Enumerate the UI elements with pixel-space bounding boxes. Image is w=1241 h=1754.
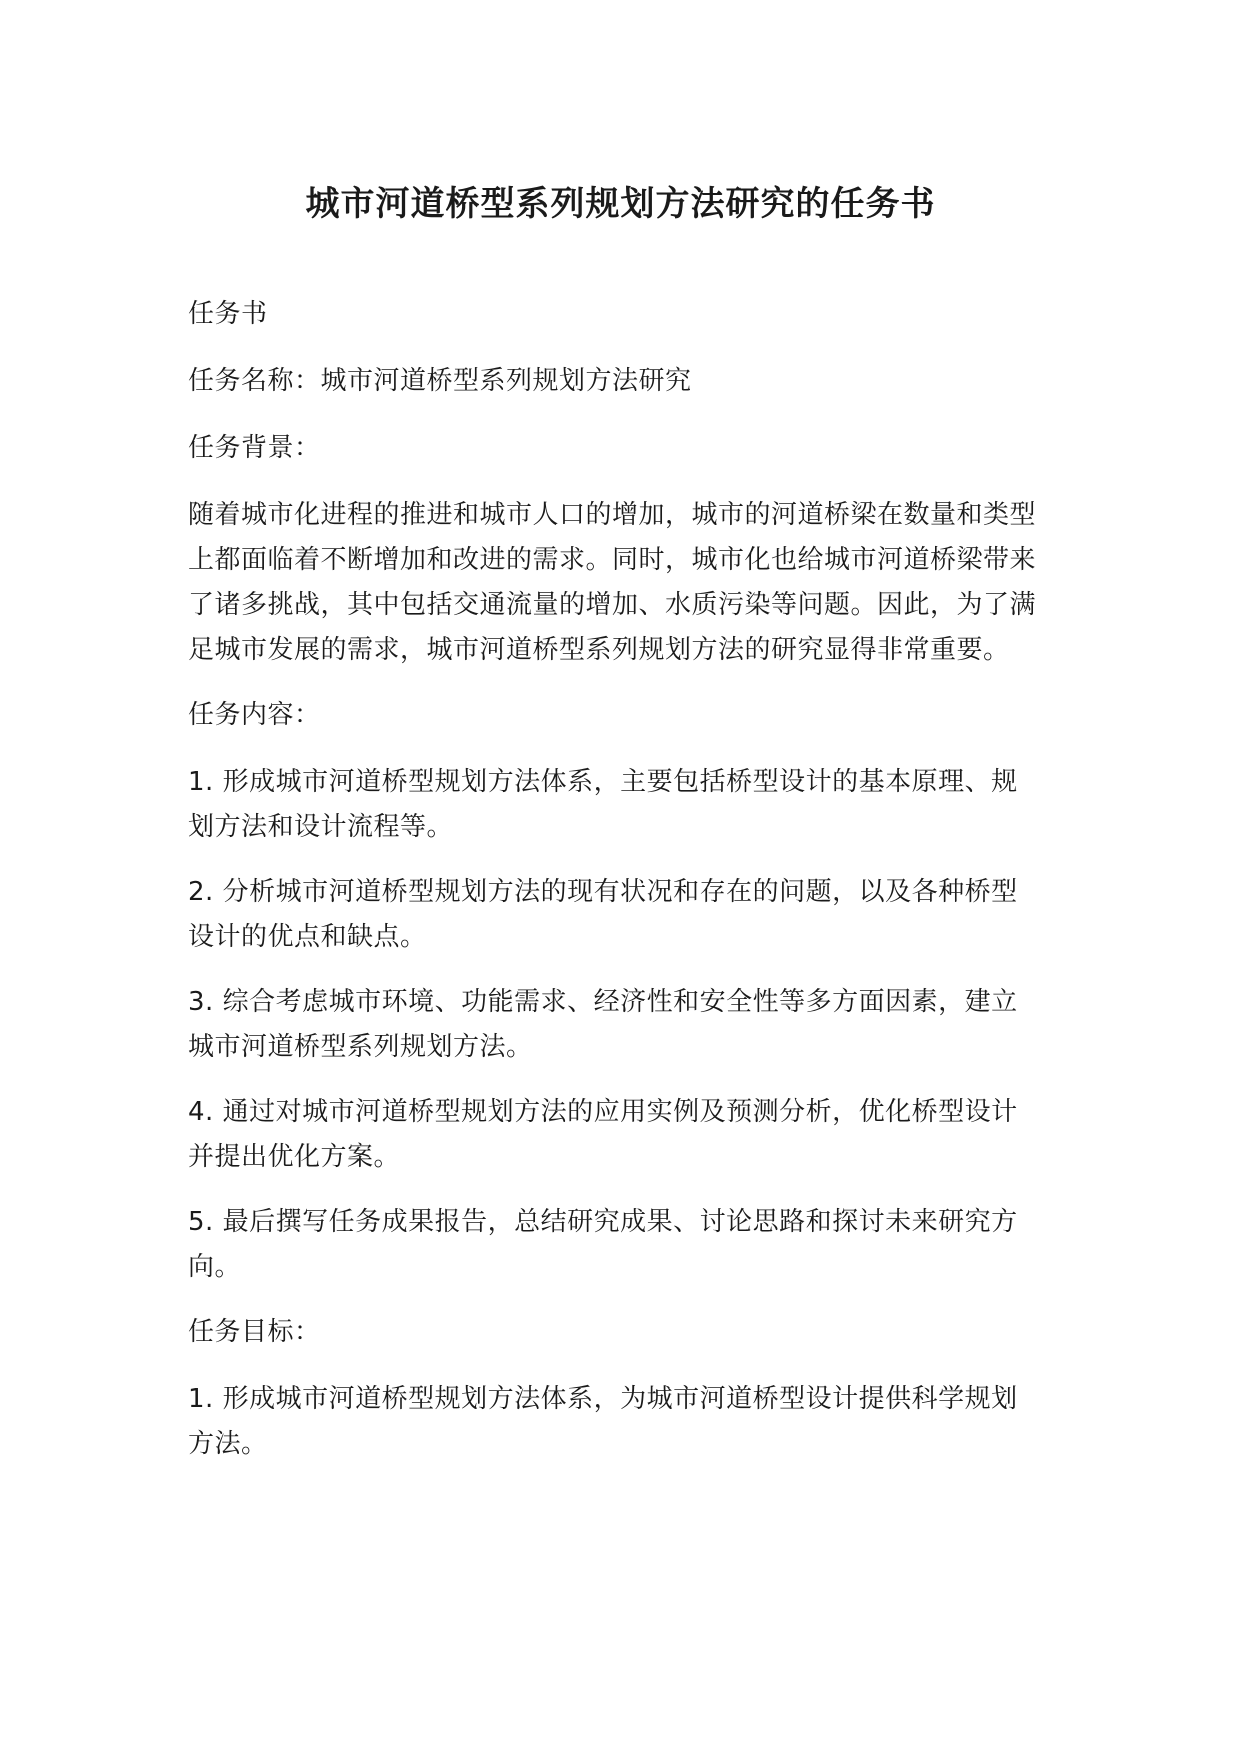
goal-item: 1. 形成城市河道桥型规划方法体系，为城市河道桥型设计提供科学规划方法。 [188, 1384, 1018, 1459]
background-paragraph: 随着城市化进程的推进和城市人口的增加，城市的河道桥梁在数量和类型上都面临着不断增加和改进的需求。同时，城市化也给城市河道桥梁带来了诸多挑战，其中包括交通流量的增加、水质污染等问题。因此，为了满足城市发展的需求，城市河道桥型系列规划方法的研究显得非常重要。 [188, 500, 1037, 665]
task-name: 任务名称：城市河道桥型系列规划方法研究 [188, 366, 692, 396]
content-heading: 任务内容： [188, 700, 321, 730]
content-item: 4. 通过对城市河道桥型规划方法的应用实例及预测分析，优化桥型设计并提出优化方案。 [188, 1097, 1018, 1172]
background-heading: 任务背景： [188, 433, 321, 463]
content-item: 2. 分析城市河道桥型规划方法的现有状况和存在的问题，以及各种桥型设计的优点和缺点。 [188, 877, 1018, 952]
document-title: 城市河道桥型系列规划方法研究的任务书 [305, 184, 936, 224]
content-item: 3. 综合考虑城市环境、功能需求、经济性和安全性等多方面因素，建立城市河道桥型系列规划方法。 [188, 987, 1018, 1062]
goal-heading: 任务目标： [188, 1317, 321, 1347]
document-label: 任务书 [188, 299, 268, 329]
document-body [188, 292, 1036, 1487]
content-item: 1. 形成城市河道桥型规划方法体系，主要包括桥型设计的基本原理、规划方法和设计流程等。 [188, 767, 1018, 842]
content-item: 5. 最后撰写任务成果报告，总结研究成果、讨论思路和探讨未来研究方向。 [188, 1207, 1018, 1282]
